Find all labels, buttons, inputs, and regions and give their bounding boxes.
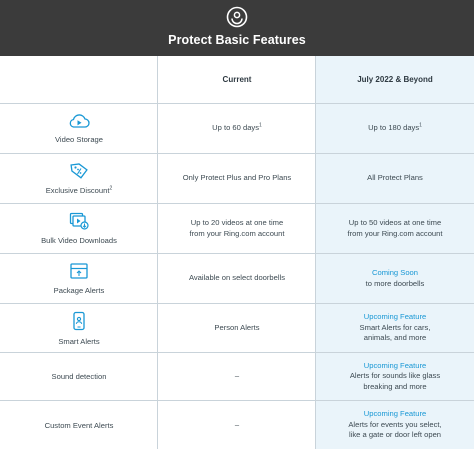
july-value-line: Up to 50 videos at one time (348, 218, 442, 227)
feature-label: Video Storage (55, 135, 103, 144)
july-value-line: Smart Alerts for cars, (359, 322, 431, 332)
feature-status-highlight: Upcoming Feature (363, 409, 427, 419)
package-icon (69, 262, 89, 280)
table-row-exclusive-discount (0, 154, 474, 203)
current-value-cell (158, 401, 316, 449)
table-row-custom-event-alerts (0, 401, 474, 449)
footnote-marker: 2 (109, 185, 113, 192)
feature-label: Smart Alerts (58, 336, 100, 346)
july-value-line: breaking and more (363, 381, 427, 391)
feature-cell (0, 304, 158, 352)
july-value-cell (316, 204, 474, 253)
current-value-line: Up to 20 videos at one time (190, 218, 284, 227)
page-title: Protect Basic Features (168, 33, 306, 47)
feature-cell (0, 104, 158, 153)
header-bar (0, 0, 474, 56)
feature-label: Sound detection (51, 372, 107, 381)
feature-cell (0, 154, 158, 203)
july-value-cell (316, 353, 474, 400)
current-value-cell (158, 204, 316, 253)
july-value-line: from your Ring.com account (347, 228, 443, 238)
current-value-line: – (234, 419, 240, 429)
july-value-line: like a gate or door left open (348, 430, 442, 440)
current-value-cell (158, 353, 316, 400)
feature-label: Bulk Video Downloads (41, 236, 117, 245)
july-value-cell (316, 401, 474, 449)
july-value-line: Alerts for sounds like glass (349, 371, 441, 381)
ring-logo-icon (226, 6, 248, 28)
current-value-line: from your Ring.com account (189, 228, 285, 238)
july-value-cell (316, 104, 474, 153)
july-value-cell (316, 154, 474, 203)
table-row-smart-alerts (0, 304, 474, 352)
features-table (0, 56, 474, 449)
july-value-cell (316, 254, 474, 303)
current-value-line: Up to 60 days (212, 123, 260, 133)
table-row-sound-detection (0, 353, 474, 400)
feature-label: Package Alerts (53, 286, 105, 295)
july-value-line: Alerts for events you select, (348, 419, 442, 429)
feature-cell (0, 204, 158, 253)
cloud-play-icon (68, 113, 90, 129)
current-value-line: – (234, 371, 240, 381)
column-header-july: July 2022 & Beyond (357, 75, 433, 84)
current-value-line: Available on select doorbells (188, 273, 286, 283)
feature-cell (0, 353, 158, 400)
feature-label: Exclusive Discount (45, 186, 110, 195)
current-value-cell (158, 304, 316, 352)
video-download-icon (69, 212, 89, 230)
feature-cell (0, 401, 158, 449)
feature-status-highlight: Coming Soon (371, 268, 418, 277)
smart-alert-phone-icon (71, 311, 87, 331)
july-value-line: All Protect Plans (367, 173, 423, 183)
current-value-cell (158, 254, 316, 303)
july-value-cell (316, 304, 474, 352)
july-value-line: Up to 180 days (368, 123, 420, 133)
july-value-line: animals, and more (363, 333, 427, 343)
current-value-cell (158, 154, 316, 203)
discount-tag-icon (69, 162, 89, 180)
feature-label: Custom Event Alerts (44, 420, 114, 430)
table-row-package-alerts (0, 254, 474, 303)
feature-status-highlight: Upcoming Feature (363, 312, 427, 322)
feature-cell (0, 254, 158, 303)
current-value-line: Only Protect Plus and Pro Plans (182, 173, 292, 183)
table-row-video-storage (0, 104, 474, 153)
current-value-cell (158, 104, 316, 153)
footnote-marker: 1 (259, 122, 262, 129)
july-value-line: to more doorbells (365, 278, 425, 288)
feature-status-highlight: Upcoming Feature (363, 360, 427, 370)
footnote-marker: 1 (419, 122, 422, 129)
column-header-current: Current (222, 75, 252, 84)
table-row-bulk-video-downloads (0, 204, 474, 253)
current-value-line: Person Alerts (214, 322, 260, 332)
